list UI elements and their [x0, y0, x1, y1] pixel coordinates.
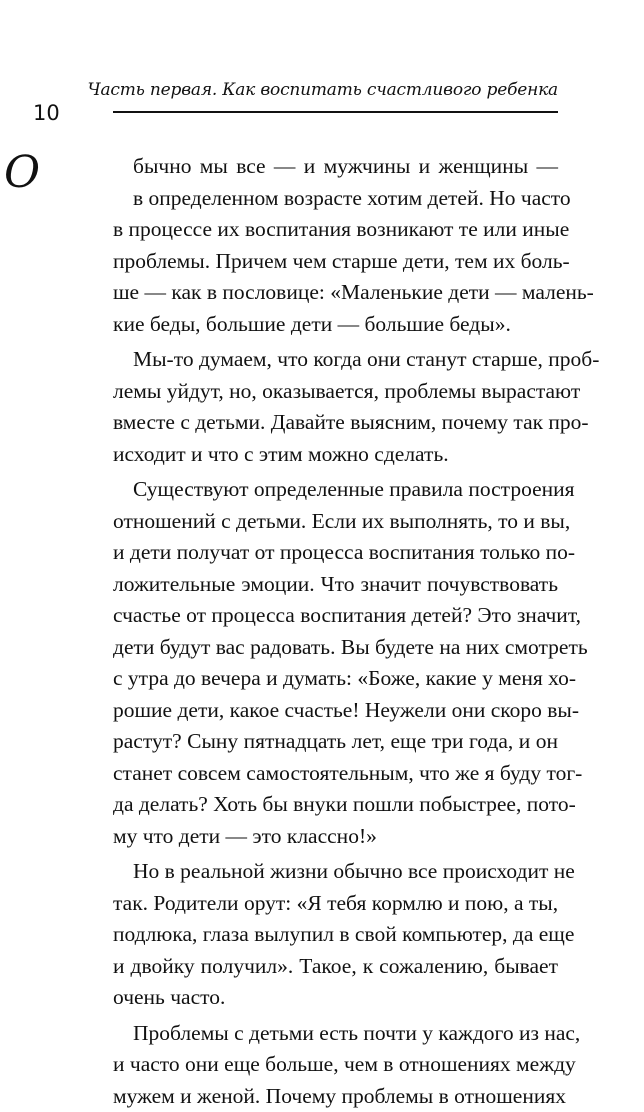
text-line: вместе с детьми. Давайте выясним, почему так про- — [113, 407, 558, 439]
text-line: в определенном возрасте хотим детей. Но часто — [113, 183, 558, 215]
text-line: проблемы. Причем чем старше дети, тем их боль- — [113, 246, 558, 278]
paragraph — [113, 474, 558, 852]
text-line: станет совсем самостоятельным, что же я буду тог- — [113, 758, 558, 790]
text-line: и часто они еще больше, чем в отношениях между — [113, 1049, 558, 1081]
text-line: рошие дети, какое счастье! Неужели они скоро вы- — [113, 695, 558, 727]
text-line: Существуют определенные правила построения — [113, 474, 558, 506]
text-line: так. Родители орут: «Я тебя кормлю и пою, а ты, — [113, 888, 558, 920]
text-line: растут? Сыну пятнадцать лет, еще три года, и он — [113, 726, 558, 758]
text-line: и двойку получил». Такое, к сожалению, бывает — [113, 951, 558, 983]
paragraph — [113, 344, 558, 470]
text-line: Но в реальной жизни обычно все происходит не — [113, 856, 558, 888]
text-line: исходит и что с этим можно сделать. — [113, 439, 558, 471]
text-line: кие беды, большие дети — большие беды». — [113, 309, 558, 341]
text-line: с утра до вечера и думать: «Боже, какие у меня хо- — [113, 663, 558, 695]
paragraph — [113, 151, 558, 340]
text-line: Проблемы с детьми есть почти у каждого из нас, — [113, 1018, 558, 1050]
running-head: Часть первая. Как воспитать счастливого ребенка — [88, 80, 558, 100]
text-line: бычно мы все — и мужчины и женщины — — [113, 151, 558, 183]
text-line: му что дети — это классно!» — [113, 821, 558, 853]
drop-cap: О — [4, 151, 40, 195]
body-text — [113, 151, 558, 1112]
text-line: лемы уйдут, но, оказывается, проблемы вырастают — [113, 376, 558, 408]
text-line: дети будут вас радовать. Вы будете на них смотреть — [113, 632, 558, 664]
text-line: отношений с детьми. Если их выполнять, то и вы, — [113, 506, 558, 538]
text-line: счастье от процесса воспитания детей? Это значит, — [113, 600, 558, 632]
text-line: подлюка, глаза вылупил в свой компьютер, да еще — [113, 919, 558, 951]
text-line: ше — как в пословице: «Маленькие дети — малень- — [113, 277, 558, 309]
text-line: и дети получат от процесса воспитания только по- — [113, 537, 558, 569]
paragraph — [113, 1018, 558, 1112]
text-line: мужем и женой. Почему проблемы в отношениях — [113, 1081, 558, 1112]
text-line: ложительные эмоции. Что значит почувствовать — [113, 569, 558, 601]
text-line: очень часто. — [113, 982, 558, 1014]
header-rule — [113, 111, 558, 113]
text-line: да делать? Хоть бы внуки пошли побыстрее, пото- — [113, 789, 558, 821]
page-number: 10 — [33, 101, 60, 125]
text-line: в процессе их воспитания возникают те или иные — [113, 214, 558, 246]
text-line: Мы-то думаем, что когда они станут старше, проб- — [113, 344, 558, 376]
paragraph — [113, 856, 558, 1014]
